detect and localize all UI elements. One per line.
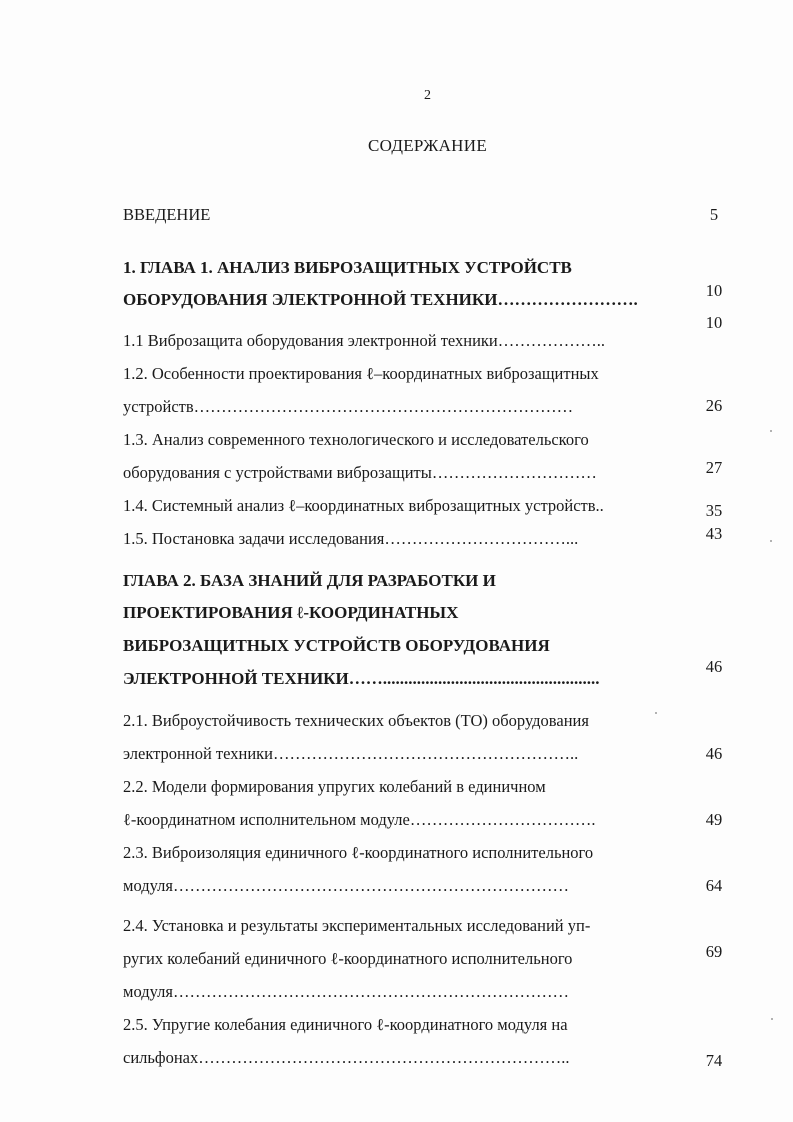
page-ref-1-3: 27 [705,458,723,477]
page-ref-2-4: 69 [705,942,723,961]
toc-section-2-2-line2: ℓ-координатном исполнительном модуле……………………………. [123,810,596,829]
toc-section-2-1-line1: 2.1. Виброустойчивость технических объектов (ТО) оборудования [123,711,589,730]
toc-section-1-3-line2: оборудования с устройствами виброзащиты………………………… [123,463,597,482]
contents-title: СОДЕРЖАНИЕ [367,136,488,155]
scan-speck [770,430,772,432]
page-ref-2-3: 64 [705,876,723,895]
scan-speck [771,1018,773,1020]
toc-chapter2-line1: ГЛАВА 2. БАЗА ЗНАНИЙ ДЛЯ РАЗРАБОТКИ И [123,571,496,590]
toc-chapter2-line3: ВИБРОЗАЩИТНЫХ УСТРОЙСТВ ОБОРУДОВАНИЯ [123,636,550,655]
page-ref-intro: 5 [709,205,719,224]
toc-intro: ВВЕДЕНИЕ [123,205,211,224]
toc-chapter1-line2: ОБОРУДОВАНИЯ ЭЛЕКТРОННОЙ ТЕХНИКИ……………………. [123,290,638,309]
toc-chapter2-line4: ЭЛЕКТРОННОЙ ТЕХНИКИ……................................................... [123,669,600,688]
toc-section-2-2-line1: 2.2. Модели формирования упругих колебаний в единичном [123,777,546,796]
toc-section-2-5-line1: 2.5. Упругие колебания единичного ℓ-координатного модуля на [123,1015,568,1034]
toc-chapter2-line2: ПРОЕКТИРОВАНИЯ ℓ-КООРДИНАТНЫХ [123,603,459,622]
toc-section-2-5-line2: сильфонах………………………………………………………….. [123,1048,570,1067]
page-ref-1-1: 10 [705,313,723,332]
page-ref-1-5: 43 [705,524,723,543]
page-ref-1-2: 26 [705,396,723,415]
toc-section-2-4-line1: 2.4. Установка и результаты экспериментальных исследований уп- [123,916,591,935]
page-ref-chapter2: 46 [705,657,723,676]
page-ref-2-1: 46 [705,744,723,763]
toc-section-2-4-line3: модуля……………………………………………………………… [123,982,569,1001]
page-ref-2-2: 49 [705,810,723,829]
toc-section-2-3-line1: 2.3. Виброизоляция единичного ℓ-координатного исполнительного [123,843,594,862]
toc-chapter1-line1: 1. ГЛАВА 1. АНАЛИЗ ВИБРОЗАЩИТНЫХ УСТРОЙСТВ [123,258,572,277]
toc-section-1-3-line1: 1.3. Анализ современного технологического и исследовательского [123,430,589,449]
page-number: 2 [424,88,431,103]
page-ref-chapter1: 10 [705,281,723,300]
page-ref-2-5: 74 [705,1051,723,1070]
toc-section-1-2-line2: устройств…………………………………………………………… [123,397,574,416]
toc-section-2-3-line2: модуля……………………………………………………………… [123,876,569,895]
page-ref-1-4: 35 [705,501,723,520]
toc-section-1-2-line1: 1.2. Особенности проектирования ℓ–координатных виброзащитных [123,364,599,383]
scan-speck [770,540,772,542]
scan-speck [655,712,657,714]
toc-section-1-1: 1.1 Виброзащита оборудования электронной техники……………….. [123,331,606,350]
toc-section-1-5: 1.5. Постановка задачи исследования……………………………... [123,529,579,548]
toc-section-1-4: 1.4. Системный анализ ℓ–координатных виброзащитных устройств.. [123,496,604,515]
toc-section-2-1-line2: электронной техники……………………………………………….. [123,744,579,763]
toc-section-2-4-line2: ругих колебаний единичного ℓ-координатного исполнительного [123,949,573,968]
